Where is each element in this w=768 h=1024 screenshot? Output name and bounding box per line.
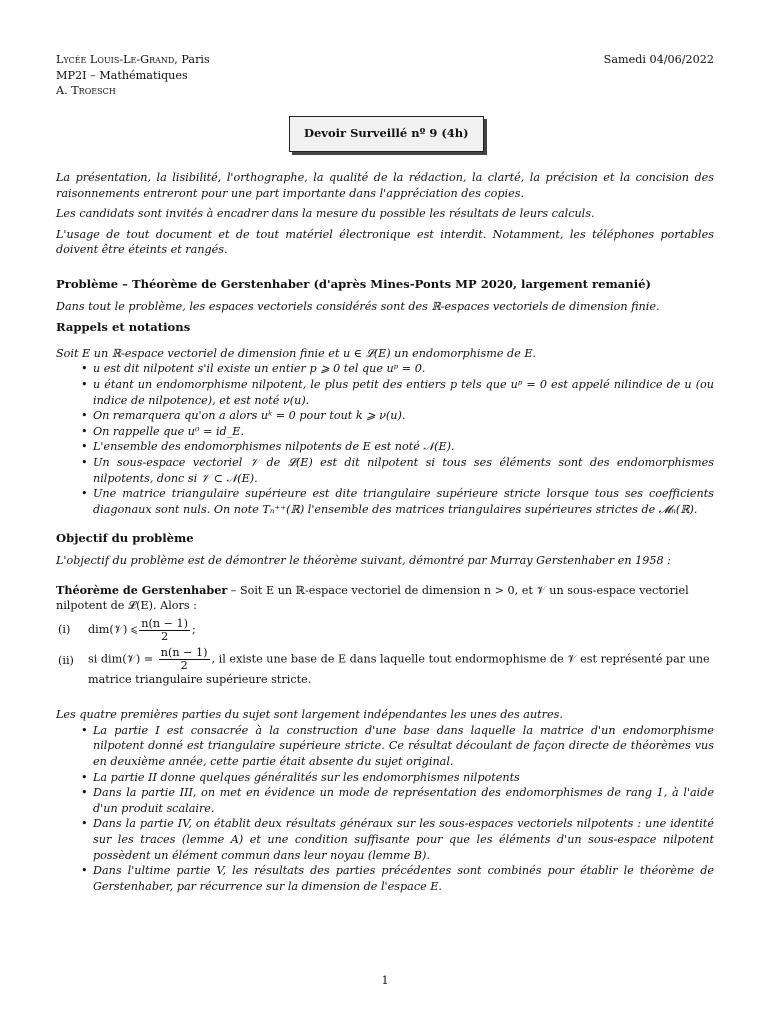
list-item: • Une matrice triangulaire supérieure est dite triangulaire supérieure stricte lorsque tous ses coefficients diagonaux sont nuls. On note Tₙ⁺⁺(ℝ) l'ensemble des matrices triangulaires supérieures strictes de 𝓜ₙ(ℝ). [56,486,714,517]
item-i-lhs: dim(𝒱) ⩽ [88,623,138,637]
school-city: , Paris [174,53,210,66]
class-line: MP2I – Mathématiques [56,68,188,82]
teacher-name: Troesch [71,84,116,97]
exam-title: Devoir Surveillé nº 9 (4h) [289,116,484,152]
rappels-heading: Rappels et notations [56,320,191,335]
theorem-text: – Soit E un ℝ-espace vectoriel de dimension n > 0, et 𝒱 un sous-espace vectoriel nilpotent de 𝓛(E). Alors : [56,583,689,613]
list-item: • u étant un endomorphisme nilpotent, le plus petit des entiers p tels que uᵖ = 0 est appelé nilindice de u (ou indice de nilpotence), et est noté ν(u). [56,377,714,408]
list-item: • On remarquera qu'on a alors uᵏ = 0 pour tout k ⩾ ν(u). [56,408,714,424]
item-ii-body [88,647,714,688]
objectif-text: L'objectif du problème est de démontrer le théorème suivant, démontré par Murray Gerstenhaber en 1958 : [56,553,671,567]
fraction-numerator: n(n − 1) [160,645,208,659]
page-number: 1 [381,974,389,987]
problem-heading: Problème – Théorème de Gerstenhaber (d'après Mines-Ponts MP 2020, largement remanié) [56,277,651,291]
fraction [139,618,190,643]
parts-list [56,723,714,895]
list-item: • La partie II donne quelques généralités sur les endomorphismes nilpotents [56,770,714,786]
fraction-denominator: 2 [180,658,188,672]
item-i-end: ; [192,623,196,637]
theorem-name: Théorème de Gerstenhaber [56,582,228,597]
item-ii-rest: , il existe une base de E dans laquelle tout endormophisme de 𝒱 est représenté par une matrice triangulaire supérieure stricte. [88,652,710,686]
instruction-presentation: La présentation, la lisibilité, l'orthographe, la qualité de la rédaction, la clarté, la précision et la concision des raisonnements entreront pour une part importante dans l'appréciation des copies. [56,171,714,200]
fraction-denominator: 2 [161,629,169,643]
list-item: • Un sous-espace vectoriel 𝒱 de 𝓛(E) est dit nilpotent si tous ses éléments sont des endomorphismes nilpotents, donc si 𝒱 ⊂ 𝒩(E). [56,455,714,486]
fraction [159,647,210,672]
list-item: • Dans l'ultime partie V, les résultats des parties précédentes sont combinés pour établir le théorème de Gerstenhaber, par récurrence sur la dimension de l'espace E. [56,863,714,894]
teacher-initial: A. [56,84,72,97]
header [56,52,714,99]
title-box [289,116,484,152]
instruction-devices: L'usage de tout document et de tout matériel électronique est interdit. Notamment, les téléphones portables doivent être éteints et rangés. [56,227,714,257]
exam-date: Samedi 04/06/2022 [603,53,714,66]
instruction-results: Les candidats sont invités à encadrer dans la mesure du possible les résultats de leurs calculs. [56,207,595,221]
item-i-label: (i) [58,623,71,637]
item-ii-label: (ii) [58,653,74,667]
list-item: • La partie I est consacrée à la construction d'une base dans laquelle la matrice d'un endomorphisme nilpotent donné est triangulaire supérieure stricte. Ce résultat découlant de façon directe de théorèmes vus en deuxième année, cette partie était absente du sujet original. [56,723,714,770]
problem-section [56,277,714,894]
theorem-item-ii [56,647,714,688]
rappels-list [56,361,714,517]
objectif-heading: Objectif du problème [56,531,194,546]
parts-lead: Les quatre premières parties du sujet sont largement indépendantes les unes des autres. [56,708,563,722]
theorem-statement [56,583,714,614]
list-item: • L'ensemble des endomorphismes nilpotents de E est noté 𝒩(E). [56,439,714,455]
instructions [56,170,714,263]
document-page [56,0,714,1024]
fraction-numerator: n(n − 1) [141,616,189,630]
list-item: • On rappelle que u⁰ = id_E. [56,424,714,440]
theorem-item-i [56,618,714,643]
list-item: • Dans la partie III, on met en évidence un mode de représentation des endomorphismes de rang 1, à l'aide d'un produit scalaire. [56,785,714,816]
item-ii-lhs: si dim(𝒱) = [88,652,154,666]
list-item: • u est dit nilpotent s'il existe un entier p ⩾ 0 tel que uᵖ = 0. [56,361,714,377]
list-item: • Dans la partie IV, on établit deux résultats généraux sur les sous-espaces vectoriels nilpotents : une identité sur les traces (lemme A) et une condition suffisante pour que les éléments d'un sous-espace nilpotent possèdent un élément commun dans leur noyau (lemme B). [56,816,714,863]
problem-subtitle: Dans tout le problème, les espaces vectoriels considérés sont des ℝ-espaces vectoriels de dimension finie. [56,299,660,313]
school-name: Lycée Louis-Le-Grand [56,53,175,66]
teacher-line [56,83,714,99]
rappels-lead: Soit E un ℝ-espace vectoriel de dimension finie et u ∈ 𝓛(E) un endomorphisme de E. [56,346,537,360]
